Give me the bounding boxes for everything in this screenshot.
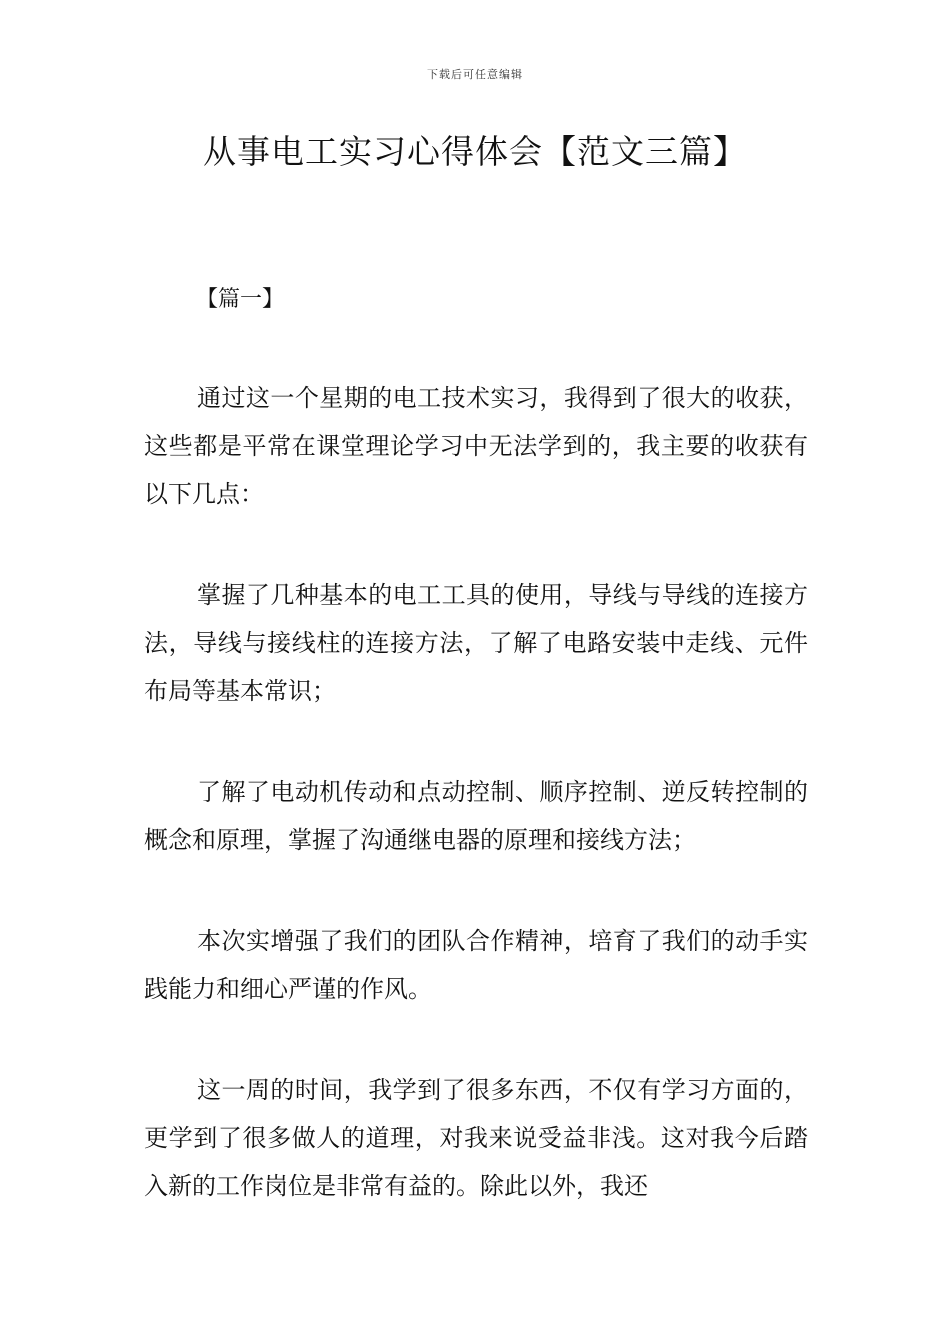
document-body [144,374,808,1263]
paragraph-3: 了解了电动机传动和点动控制、顺序控制、逆反转控制的概念和原理，掌握了沟通继电器的原理和接线方法； [144,778,808,854]
paragraph-4: 本次实增强了我们的团队合作精神，培育了我们的动手实践能力和细心严谨的作风。 [144,927,808,1003]
header-note: 下载后可任意编辑 [427,68,523,81]
section-label: 【篇一】 [196,287,285,312]
paragraph-2: 掌握了几种基本的电工工具的使用，导线与导线的连接方法，导线与接线柱的连接方法，了解了电路安装中走线、元件布局等基本常识； [144,581,808,705]
document-title: 从事电工实习心得体会【范文三篇】 [203,132,747,171]
paragraph-1: 通过这一个星期的电工技术实习，我得到了很大的收获，这些都是平常在课堂理论学习中无法学到的，我主要的收获有以下几点： [144,384,808,508]
paragraph-5: 这一周的时间，我学到了很多东西，不仅有学习方面的，更学到了很多做人的道理，对我来说受益非浅。这对我今后踏入新的工作岗位是非常有益的。除此以外，我还 [144,1076,808,1200]
